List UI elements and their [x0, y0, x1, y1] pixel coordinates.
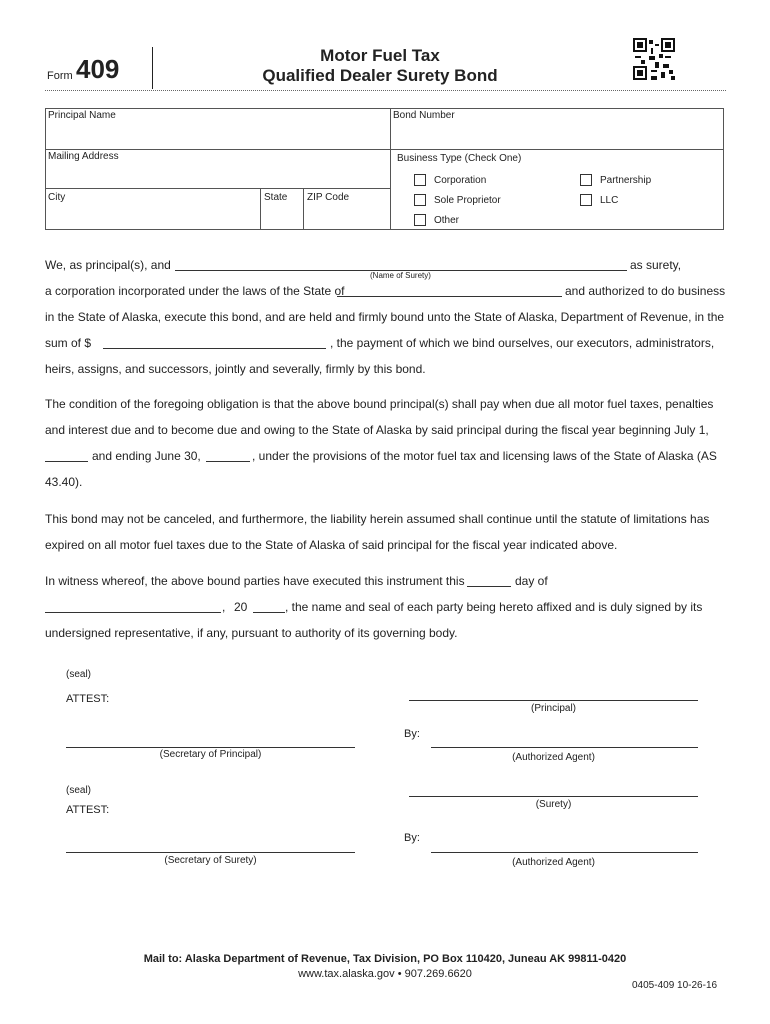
state-field[interactable]: State	[264, 192, 288, 203]
text-p13a: ,	[222, 600, 226, 614]
text-p4a: sum of $	[45, 336, 92, 350]
checkbox-sole-proprietor[interactable]	[414, 194, 426, 206]
text-p5: heirs, assigns, and successors, jointly and severally, firmly by this bond.	[45, 362, 426, 376]
text-p12a: In witness whereof, the above bound parties have executed this instrument this	[45, 574, 465, 588]
text-p7: and interest due and to become due and owing to the State of Alaska by said principal during the fiscal year beginning July 1,	[45, 423, 709, 437]
fiscal-year-end-line[interactable]	[206, 461, 250, 462]
surety-signature-line[interactable]	[409, 796, 698, 797]
agent-signature-line-1[interactable]	[431, 747, 698, 748]
business-type-label: Business Type (Check One)	[397, 153, 522, 164]
text-p2a: a corporation incorporated under the laws of the State of	[45, 284, 345, 298]
form-code: 0405-409 10-26-16	[632, 980, 718, 991]
secretary-surety-caption: (Secretary of Surety)	[164, 855, 257, 866]
day-line[interactable]	[467, 586, 511, 587]
text-p2b: and authorized to do business	[565, 284, 726, 298]
contact-info: www.tax.alaska.gov • 907.269.6620	[298, 968, 472, 980]
by-label-2: By:	[404, 832, 420, 844]
checkbox-other[interactable]	[414, 214, 426, 226]
text-p12b: day of	[515, 574, 548, 588]
corporation-label: Corporation	[434, 175, 487, 186]
title-line2: Qualified Dealer Surety Bond	[262, 66, 498, 85]
secretary-principal-caption: (Secretary of Principal)	[159, 749, 262, 760]
text-p8a: and ending June 30,	[92, 449, 201, 463]
text-p13b: 20	[234, 600, 248, 614]
text-p1b: as surety,	[630, 258, 682, 272]
secretary-surety-line[interactable]	[66, 852, 355, 853]
checkbox-corporation[interactable]	[414, 174, 426, 186]
header-divider	[152, 47, 153, 89]
attest-label-1: ATTEST:	[66, 693, 110, 705]
text-p14: undersigned representative, if any, pursuant to authority of its governing body.	[45, 626, 458, 640]
text-p6: The condition of the foregoing obligation is that the above bound principal(s) shall pay when due all motor fuel taxes, penalties	[45, 397, 714, 411]
agent-signature-line-2[interactable]	[431, 852, 698, 853]
state-of-incorporation-line[interactable]	[337, 296, 562, 297]
title-line1: Motor Fuel Tax	[320, 46, 440, 65]
surety-caption: (Surety)	[535, 799, 572, 810]
text-p8b: , under the provisions of the motor fuel tax and licensing laws of the State of Alaska (AS	[252, 449, 717, 463]
mail-to-address: Mail to: Alaska Department of Revenue, Tax Division, PO Box 110420, Juneau AK 99811-0420	[143, 953, 627, 965]
other-label: Other	[434, 215, 460, 226]
checkbox-llc[interactable]	[580, 194, 592, 206]
text-p11: expired on all motor fuel taxes due to the State of Alaska of said principal for the fiscal year indicated above.	[45, 538, 618, 552]
llc-label: LLC	[600, 195, 619, 206]
attest-label-2: ATTEST:	[66, 804, 110, 816]
text-p10: This bond may not be canceled, and furthermore, the liability herein assumed shall continue until the statute of limitations has	[45, 512, 710, 526]
zip-field[interactable]: ZIP Code	[307, 192, 350, 203]
principal-name-field[interactable]: Principal Name	[48, 110, 116, 121]
city-field[interactable]: City	[48, 192, 66, 203]
year-line[interactable]	[253, 612, 285, 613]
seal-label-1: (seal)	[66, 669, 92, 680]
text-p3: in the State of Alaska, execute this bond, and are held and firmly bound unto the State of Alaska, Department of Revenue, in the	[45, 310, 725, 324]
authorized-agent-caption-1: (Authorized Agent)	[512, 752, 595, 763]
text-p13c: , the name and seal of each party being hereto affixed and is duly signed by its	[285, 600, 703, 614]
principal-signature-line[interactable]	[409, 700, 698, 701]
checkbox-partnership[interactable]	[580, 174, 592, 186]
info-grid	[45, 108, 724, 230]
month-line[interactable]	[45, 612, 221, 613]
form-label: Form	[47, 70, 73, 82]
bond-number-field[interactable]: Bond Number	[393, 110, 455, 121]
qr-code-icon	[633, 38, 675, 80]
text-p1a: We, as principal(s), and	[45, 258, 171, 272]
authorized-agent-caption-2: (Authorized Agent)	[512, 857, 595, 868]
text-p4b: , the payment of which we bind ourselves, our executors, administrators,	[330, 336, 715, 350]
principal-caption: (Principal)	[530, 703, 576, 714]
form-number: 409	[76, 54, 120, 84]
text-p9: 43.40).	[45, 475, 83, 489]
sole-proprietor-label: Sole Proprietor	[434, 195, 501, 206]
sum-amount-line[interactable]	[103, 348, 326, 349]
header-rule	[45, 90, 726, 91]
fiscal-year-start-line[interactable]	[45, 461, 88, 462]
mailing-address-field[interactable]: Mailing Address	[48, 151, 119, 162]
name-of-surety-caption: (Name of Surety)	[370, 271, 431, 280]
by-label-1: By:	[404, 728, 420, 740]
secretary-principal-line[interactable]	[66, 747, 355, 748]
seal-label-2: (seal)	[66, 785, 92, 796]
partnership-label: Partnership	[600, 175, 652, 186]
